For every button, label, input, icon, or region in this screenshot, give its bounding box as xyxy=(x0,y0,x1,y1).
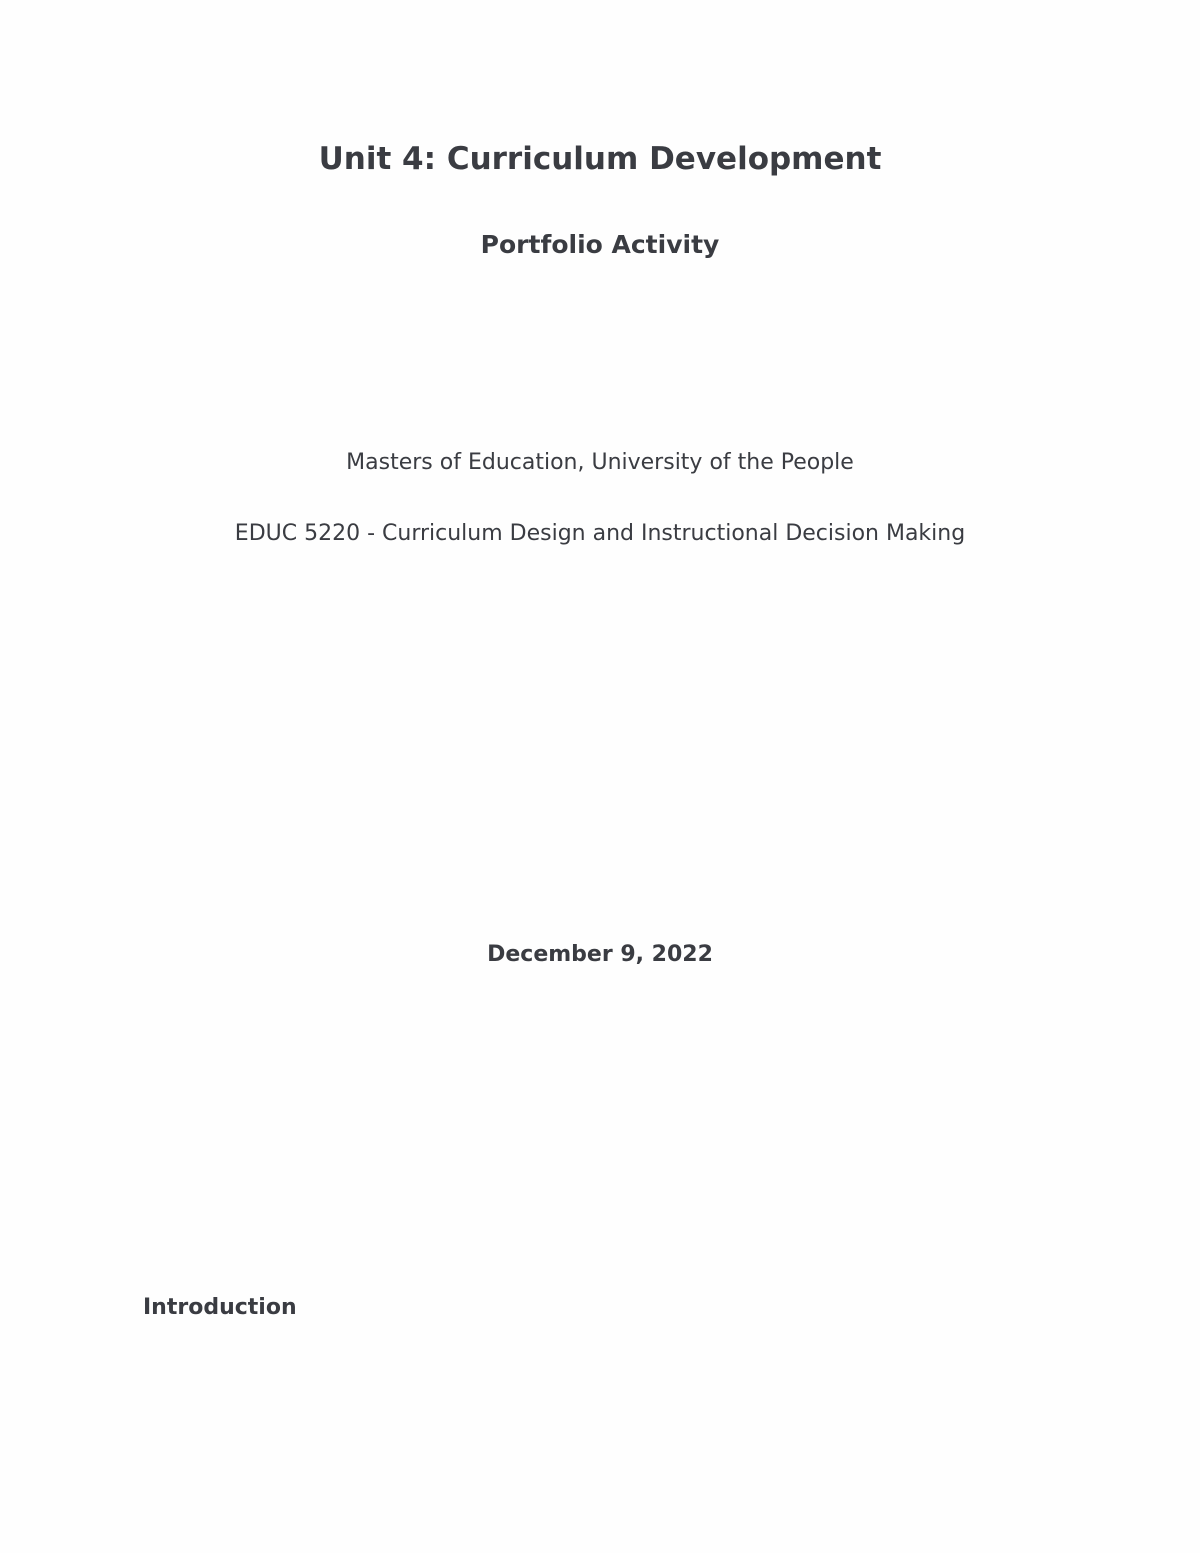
section-heading-introduction: Introduction xyxy=(143,1295,297,1320)
course-line: EDUC 5220 - Curriculum Design and Instructional Decision Making xyxy=(234,521,966,546)
affiliation-line: Masters of Education, University of the People xyxy=(346,450,854,475)
document-date: December 9, 2022 xyxy=(487,942,713,967)
document-title: Unit 4: Curriculum Development xyxy=(318,141,882,177)
document-subtitle: Portfolio Activity xyxy=(480,230,720,259)
